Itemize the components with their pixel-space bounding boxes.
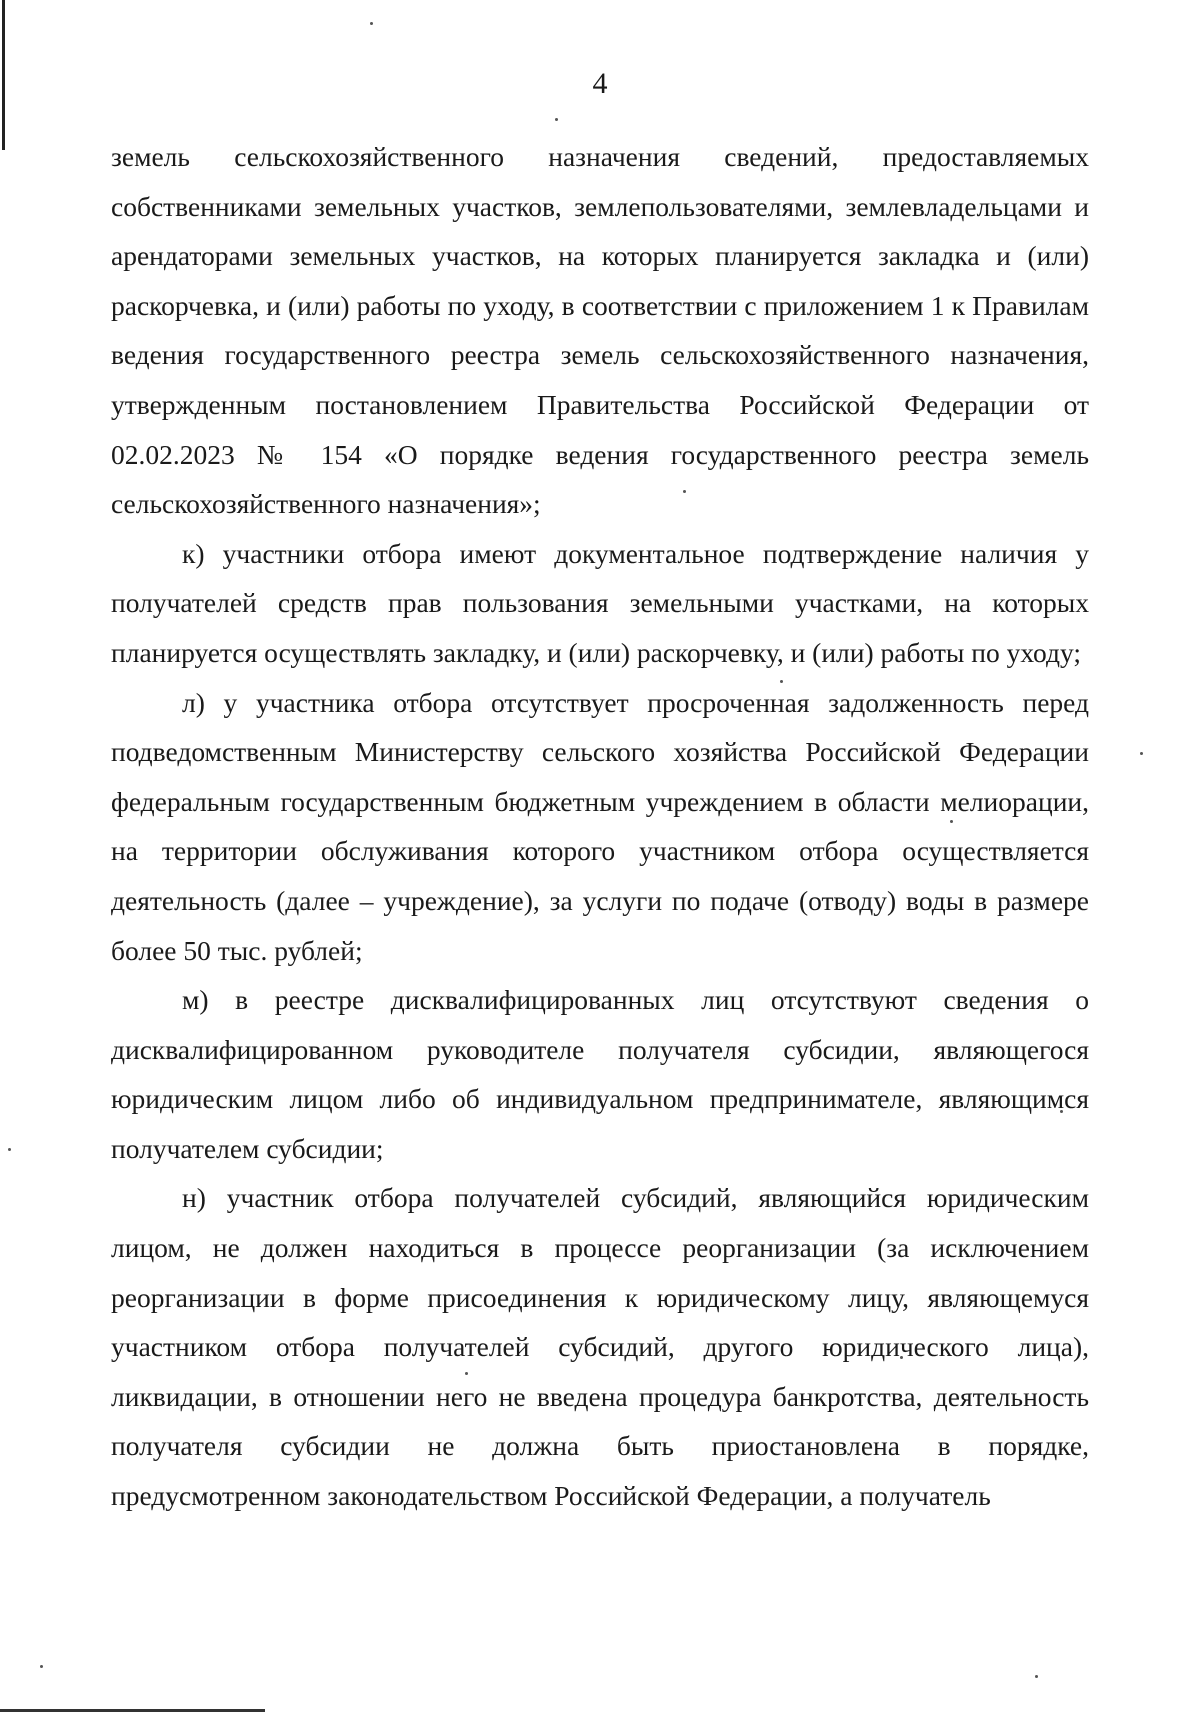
scan-speck	[40, 1665, 43, 1668]
page-number: 4	[592, 67, 608, 100]
paragraph-item-k: к) участники отбора имеют документальное подтверждение наличия у получателей средств прав пользования земельными участками, на которых планируется осуществлять закладку, и (или) раскорчевку, и (или) работы по уходу;	[111, 537, 1089, 668]
paragraph-item-n: н) участник отбора получателей субсидий, являющийся юридическим лицом, не должен находиться в процессе реорганизации (за исключением реорганизации в форме присоединения к юридическому лицу, являющемуся участником отбора получателей субсидий, другого юридического лица), ликвидации, в отношении него не введена процедура банкротства, деятельность получателя субсидии не должна быть приостановлена в порядке, предусмотренном законодательством Российской Федерации, а получатель	[111, 1182, 1089, 1512]
document-body	[111, 132, 1089, 1521]
scan-speck	[555, 118, 558, 121]
paragraph-continuation: земель сельскохозяйственного назначения сведений, предоставляемых собственниками земельных участков, землепользователями, землевладельцами и арендаторами земельных участков, на которых планируется закладка и (или) раскорчевка, и (или) работы по уходу, в соответствии с приложением 1 к Правилам ведения государственного реестра земель сельскохозяйственного назначения, утвержденным постановлением Правительства Российской Федерации от 02.02.2023 № 154 «О порядке ведения государственного реестра земель сельскохозяйственного назначения»;	[111, 141, 1089, 520]
paragraph-item-m: м) в реестре дисквалифицированных лиц отсутствуют сведения о дисквалифицированном руководителе получателя субсидии, являющегося юридическим лицом либо об индивидуальном предпринимателе, являющимся получателем субсидии;	[111, 984, 1089, 1164]
scan-speck	[370, 22, 373, 25]
scan-speck	[1140, 752, 1143, 755]
scan-speck	[1035, 1675, 1038, 1678]
scan-edge-bottom	[0, 1709, 265, 1712]
scan-speck	[8, 1148, 11, 1151]
paragraph-item-l: л) у участника отбора отсутствует просроченная задолженность перед подведомственным Министерству сельского хозяйства Российской Федерации федеральным государственным бюджетным учреждением в области мелиорации, на территории обслуживания которого участником отбора осуществляется деятельность (далее – учреждение), за услуги по подаче (отводу) воды в размере более 50 тыс. рублей;	[111, 686, 1089, 966]
